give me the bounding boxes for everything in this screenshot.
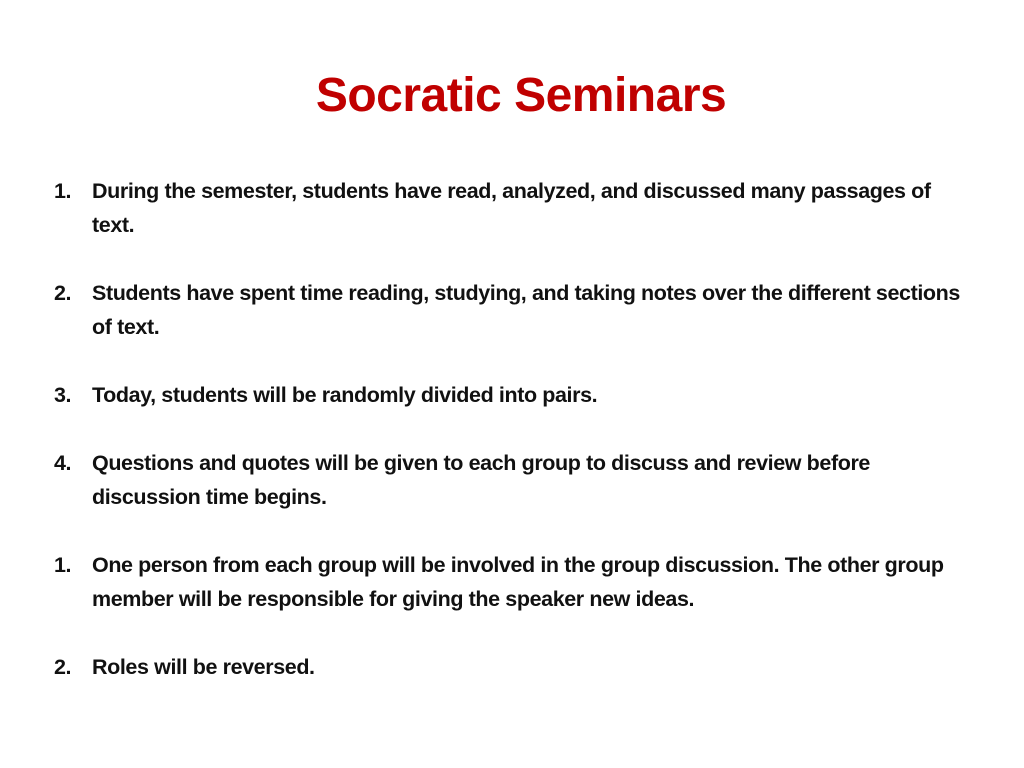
slide-title: Socratic Seminars [315,69,727,122]
list-item [54,174,964,242]
list-item [54,276,964,344]
list-item [54,548,964,616]
list-item-number: 2. [54,655,72,679]
list-item-text: One person from each group will be involved in the group discussion. The other group member will be responsible for giving the speaker new ideas. [92,553,944,611]
list-item-text: Students have spent time reading, studying, and taking notes over the different sections of text. [92,281,960,339]
list-item-text: Today, students will be randomly divided into pairs. [92,383,598,407]
list-item-number: 2. [54,281,72,305]
list-item-number: 4. [54,451,72,475]
list-item-text: Questions and quotes will be given to each group to discuss and review before discussion time begins. [92,451,870,509]
list-item-text: During the semester, students have read, analyzed, and discussed many passages of text. [92,179,931,237]
list-item-number: 1. [54,553,72,577]
numbered-list [54,174,964,718]
list-item [54,446,964,514]
list-item-text: Roles will be reversed. [92,655,315,679]
list-item [54,650,964,684]
list-item-number: 1. [54,179,72,203]
list-item [54,378,964,412]
list-item-number: 3. [54,383,72,407]
